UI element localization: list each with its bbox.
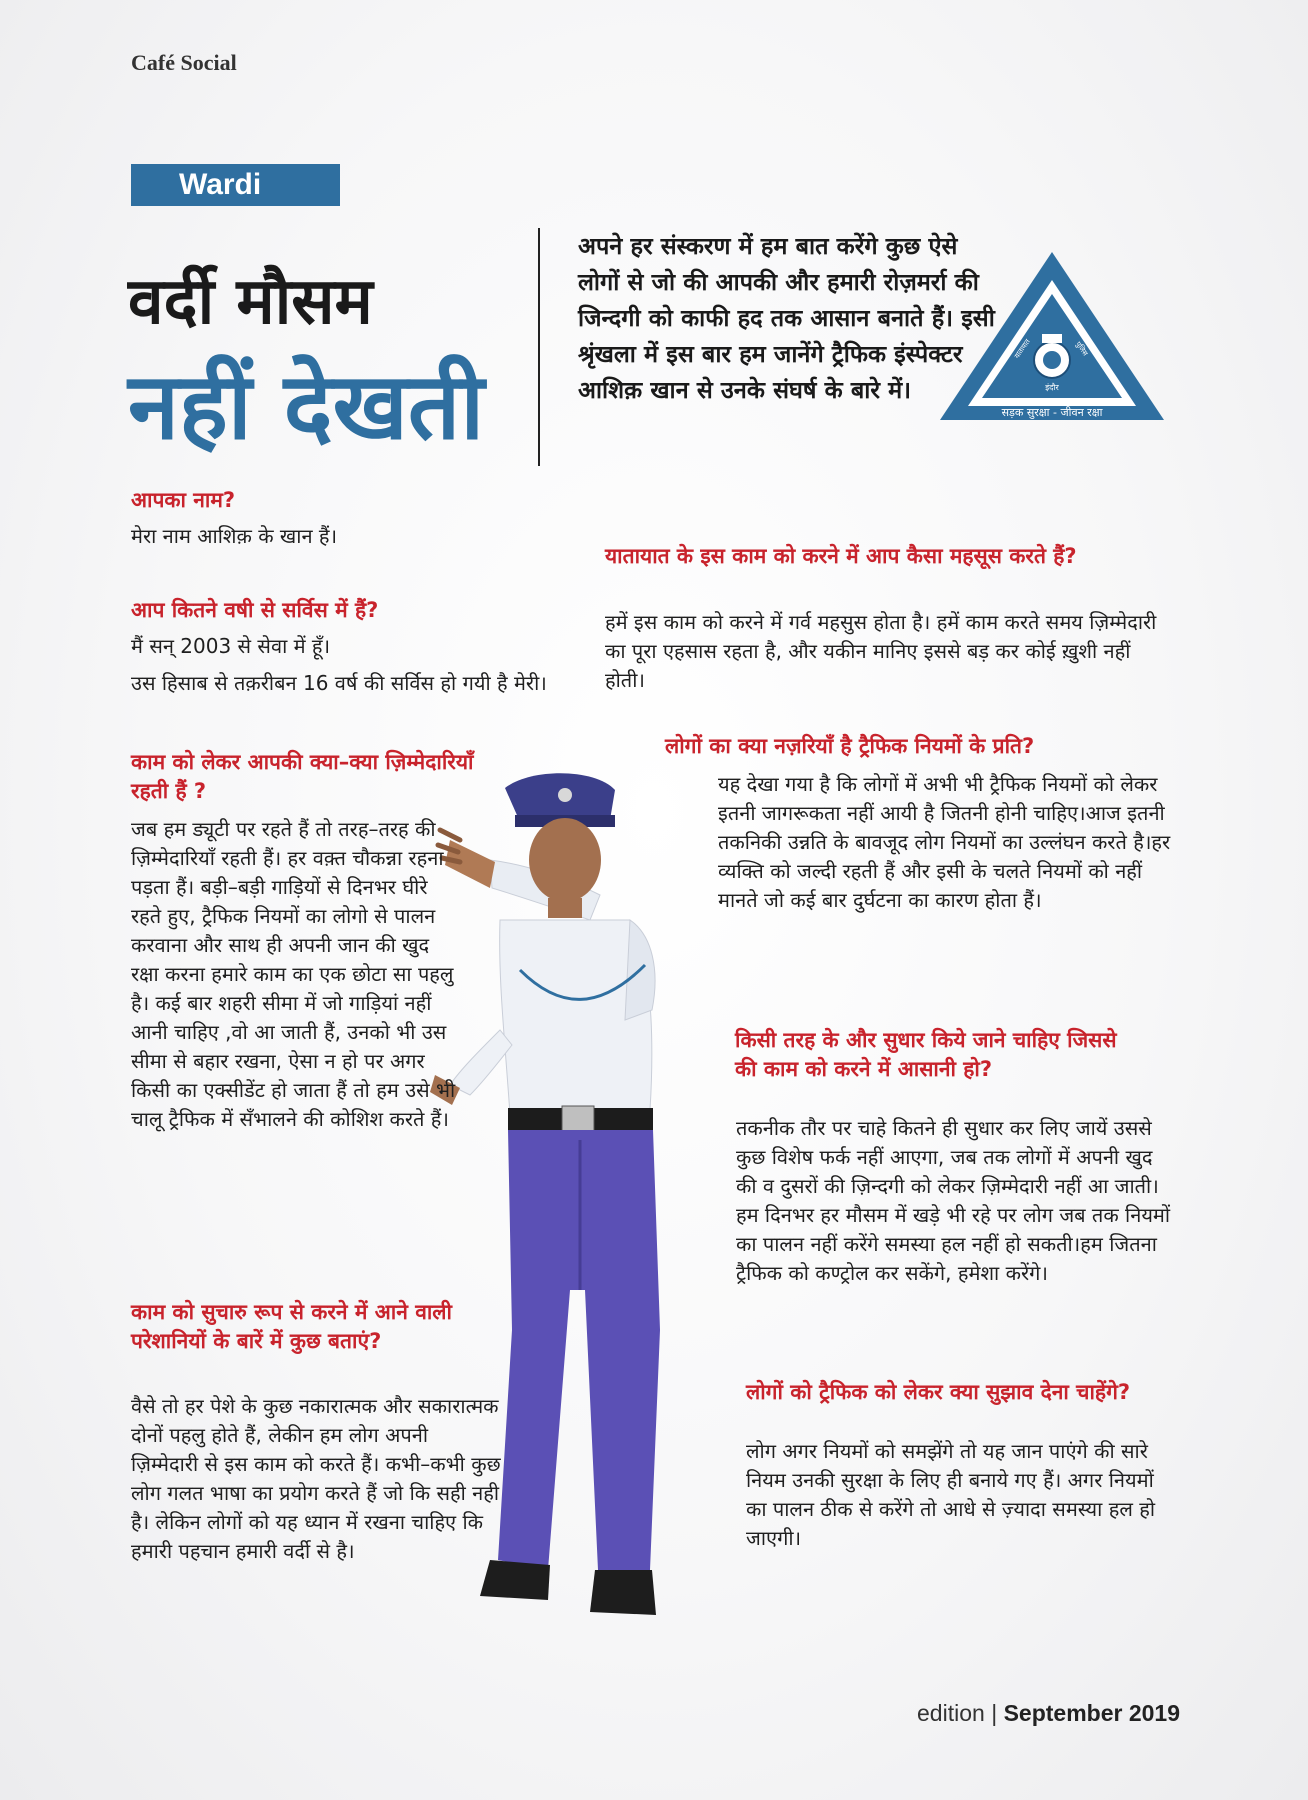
question-feeling: यातायात के इस काम को करने में आप कैसा महसूस करते हैं? xyxy=(605,544,1077,568)
section-tag: Wardi xyxy=(131,164,340,206)
section-label: Café Social xyxy=(131,50,237,75)
answer-service-years-p2: उस हिसाब से तक़रीबन 16 वर्ष की सर्विस हो गयी है मेरी। xyxy=(131,671,547,695)
question-service-years: आप कितने वषी से सर्विस में हैं? xyxy=(131,598,379,622)
answer-feeling: हमें इस काम को करने में गर्व महसुस होता है। हमें काम करते समय ज़िम्मेदारी का पूरा एहसास रहता है, और यकीन मानिए इससे बड़ कर कोई ख़ुशी नहीं होती। xyxy=(605,610,1157,692)
answer-name: मेरा नाम आशिक़ के खान हैं। xyxy=(131,524,338,548)
logo-top-left-text: यातायात xyxy=(1012,337,1032,360)
footer-edition: edition xyxy=(917,1700,985,1726)
question-improvements: किसी तरह के और सुधार किये जाने चाहिए जिससे की काम को करने में आसानी हो? xyxy=(735,1028,1117,1081)
answer-suggestions: लोग अगर नियमों को समझेंगे तो यह जान पाएंगे की सारे नियम उनकी सुरक्षा के लिए ही बनाये गए हैं। अगर नियमों का पालन ठीक से करेंगे तो आधे से ज़्यादा समस्या हल हो जाएगी। xyxy=(746,1439,1156,1550)
footer-date: September 2019 xyxy=(1003,1700,1180,1726)
question-suggestions: लोगों को ट्रैफिक को लेकर क्या सुझाव देना चाहेंगे? xyxy=(746,1380,1131,1404)
answer-public-attitude: यह देखा गया है कि लोगों में अभी भी ट्रैफिक नियमों को लेकर इतनी जागरूकता नहीं आयी है जितनी होनी चाहिए।आज इतनी तकनिकी उन्नति के बावजूद लोग नियमों का उल्लंघन करते है।हर व्यक्ति को जल्दी रहती हैं और इसी के चलते नियमों को नहीं मानते जो कई बार दुर्घटना का कारण होता हैं। xyxy=(718,772,1171,912)
logo-top-right-text: पुलिस xyxy=(1073,340,1090,358)
answer-difficulties: वैसे तो हर पेशे के कुछ नकारात्मक और सकारात्मक दोनों पहलु होते हैं, लेकीन हम लोग अपनी ज़िम्मेदारी से इस काम को करते हैं। कभी–कभी कुछ लोग गलत भाषा का प्रयोग करते हैं जो कि सही नही है। लेकिन लोगों को यह ध्यान में रखना चाहिए कि हमारी पहचान हमारी वर्दी से है। xyxy=(131,1394,501,1563)
headline-line-1: वर्दी मौसम xyxy=(128,265,373,339)
logo-slogan-text: सड़क सुरक्षा - जीवन रक्षा xyxy=(1001,406,1103,419)
answer-service-years xyxy=(131,632,551,706)
answer-improvements: तकनीक तौर पर चाहे कितने ही सुधार कर लिए जायें उससे कुछ विशेष फर्क नहीं आएगा, जब तक लोगों में अपनी खुद की व दुसरों की ज़िन्दगी को लेकर ज़िम्मेदारी नहीं आ जाती।हम दिनभर हर मौसम में खड़े भी रहे पर लोग जब तक नियमों का पालन नहीं करेंगे समस्या हल नहीं हो सकती।हम जितना ट्रैफिक को कण्ट्रोल कर सकेंगे, हमेशा करेंगे। xyxy=(736,1116,1171,1285)
footer-separator: | xyxy=(991,1700,998,1726)
headline-line-2: नहीं देखती xyxy=(128,353,485,460)
question-public-attitude: लोगों का क्या नज़रियाँ है ट्रैफिक नियमों के प्रति? xyxy=(665,734,1035,758)
divider xyxy=(538,228,540,466)
logo-city-text: इंदौर xyxy=(1045,383,1059,392)
question-responsibilities: काम को लेकर आपकी क्या–क्या ज़िम्मेदारियाँ रहती हैं ? xyxy=(131,750,474,803)
answer-service-years-p1: मैं सन् 2003 से सेवा में हूँ। xyxy=(131,634,331,658)
answer-responsibilities: जब हम ड्यूटी पर रहते हैं तो तरह–तरह की ज़िम्मेदारियाँ रहती हैं। हर वक़्त चौकन्ना रहना पड़ता हैं। बड़ी–बड़ी गाड़ियों से दिनभर घीरे रहते हुए, ट्रैफिक नियमों का लोगो से पालन करवाना और साथ ही अपनी जान की खुद रक्षा करना हमारे काम का एक छोटा सा पहलु है। कई बार शहरी सीमा में जो गाड़ियां नहीं आनी चाहिए ,वो आ जाती हैं, उनको भी उस सीमा से बहार रखना, ऐसा न हो पर अगर किसी का एक्सीडेंट हो जाता हैं तो हम उसे भी चालू ट्रैफिक में सँभालने की कोशिश करते हैं। xyxy=(131,817,456,1131)
question-name: आपका नाम? xyxy=(131,488,236,512)
question-difficulties: काम को सुचारु रूप से करने में आने वाली परेशानियों के बारें में कुछ बताएं? xyxy=(131,1300,452,1353)
page-footer xyxy=(917,1700,1180,1727)
traffic-police-logo xyxy=(938,250,1166,425)
intro-paragraph: अपने हर संस्करण में हम बात करेंगे कुछ ऐसे लोगों से जो की आपकी और हमारी रोज़मर्रा की जिन्दगी को काफी हद तक आसान बनाते हैं। इसी श्रृंखला में इस बार हम जानेंगे ट्रैफिक इंस्पेक्टर आशिक़ खान से उनके संघर्ष के बारे में। xyxy=(578,232,995,404)
